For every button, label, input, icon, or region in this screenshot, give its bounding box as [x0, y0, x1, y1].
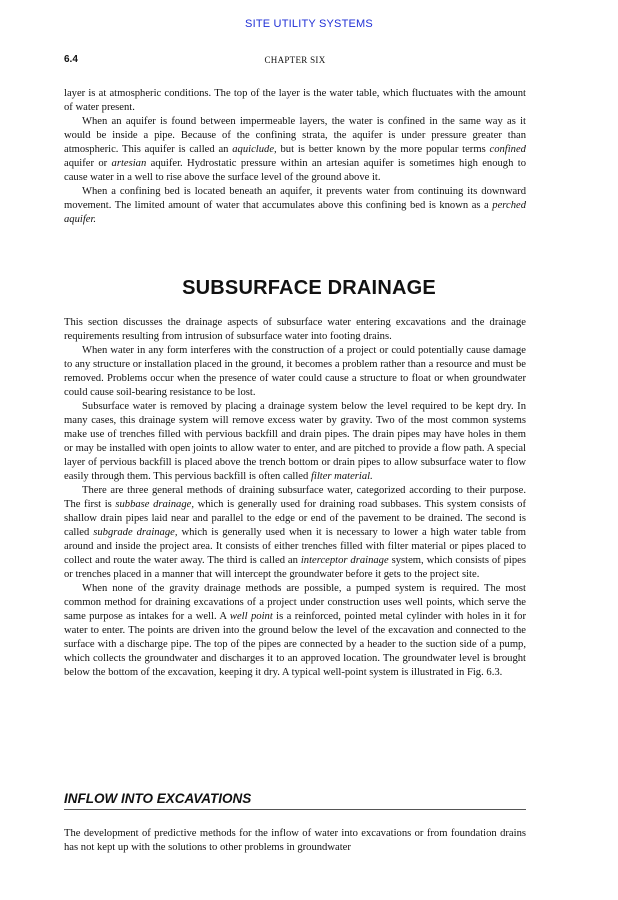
term-subbase-drainage: subbase drainage, — [115, 499, 194, 510]
paragraph: When water in any form interferes with the construction of a project or could potentially cause damage to any structure or installation placed in the ground, it becomes a problem rather than a resource and must be removed. Problems occur when the presence of water could cause a structure to float or when groundwater could cause soil-bearing resistance to be lost. — [64, 345, 526, 398]
term-confined: confined — [489, 144, 526, 155]
page-number: 6.4 — [64, 54, 78, 65]
paragraph: When an aquifer is found between impermeable layers, the water is confined in the same way as it would be inside a pipe. Because of the confining strata, the aquifer is under pressure greater than atmospheric. This aquifer is called an aquiclude, but is better known by the more popular terms confined aquifer or artesian aquifer. Hydrostatic pressure within an artesian aquifer is sometimes high enough to cause water in a well to rise above the surface level of the ground above it. — [64, 116, 527, 183]
paragraph: The development of predictive methods for the inflow of water into excavations or from foundation drains has not kept up with the solutions to other problems in groundwater — [64, 828, 526, 853]
paragraph: Subsurface water is removed by placing a drainage system below the level required to be kept dry. In many cases, this drainage system will remove excess water by gravity. Two of the most common systems make use of trenches filled with pervious backfill and drain pipes. The drain pipes may have holes in them or may be installed with open joints to allow water to enter, and are pitched to provide a flow path. A special layer of pervious backfill is placed above the trench bottom or drain pipes to allow subsurface water to flow easily through them. This pervious backfill is often called filter material. — [64, 401, 526, 482]
paragraph: There are three general methods of draining subsurface water, categorized according to their purpose. The first is subbase drainage, which is generally used for draining road subbases. This system consists of shallow drain pipes laid near and parallel to the edge or end of the pavement to be drained. The second is called subgrade drainage, which is generally used when it is necessary to lower a high water table from around and inside the project area. It consists of either trenches filled with filter material or pipes placed to collect and route the water away. The third is called an interceptor drainage system, which consists of pipes or trenches placed in a manner that will intercept the groundwater before it gets to the project site. — [64, 485, 527, 580]
section-text — [64, 316, 526, 680]
subsection-title: INFLOW INTO EXCAVATIONS — [64, 791, 526, 810]
term-perched-aquifer: perched aquifer. — [64, 200, 526, 225]
term-aquiclude: aquiclude, — [232, 144, 277, 155]
paragraph: layer is at atmospheric conditions. The top of the layer is the water table, which fluctuates with the amount of water present. — [64, 88, 526, 113]
term-well-point: well point — [229, 611, 273, 622]
paragraph: When none of the gravity drainage methods are possible, a pumped system is required. The most common method for draining excavations of a project under construction uses well points, which serve the same purpose as intakes for a well. A well point is a reinforced, pointed metal cylinder with holes in it for water to enter. The points are driven into the ground below the level of the excavation and connected to the surface with a discharge pipe. The top of the pipes are connected by a header to the suction side of a pump, which collects the groundwater and discharges it to an approved location. The groundwater level is brought below the bottom of the excavation, keeping it dry. A typical well-point system is illustrated in Fig. 6.3. — [64, 583, 526, 678]
page-header — [64, 54, 526, 68]
running-head: SITE UTILITY SYSTEMS — [245, 18, 373, 30]
term-interceptor-drainage: interceptor drainage — [300, 555, 389, 566]
term-filter-material: filter material. — [310, 471, 373, 482]
term-subgrade-drainage: subgrade drainage, — [93, 527, 178, 538]
paragraph: When a confining bed is located beneath an aquifer, it prevents water from continuing its downward movement. The limited amount of water that accumulates above this confining bed is known as a perched aquifer. — [64, 186, 526, 225]
intro-text — [64, 87, 526, 227]
section-title: SUBSURFACE DRAINAGE — [182, 277, 436, 299]
chapter-label: CHAPTER SIX — [264, 55, 326, 65]
term-artesian: artesian — [111, 158, 147, 169]
subsection-text — [64, 827, 526, 855]
paragraph: This section discusses the drainage aspects of subsurface water entering excavations and the drainage requirements resulting from intrusion of subsurface water into footing drains. — [64, 317, 526, 342]
